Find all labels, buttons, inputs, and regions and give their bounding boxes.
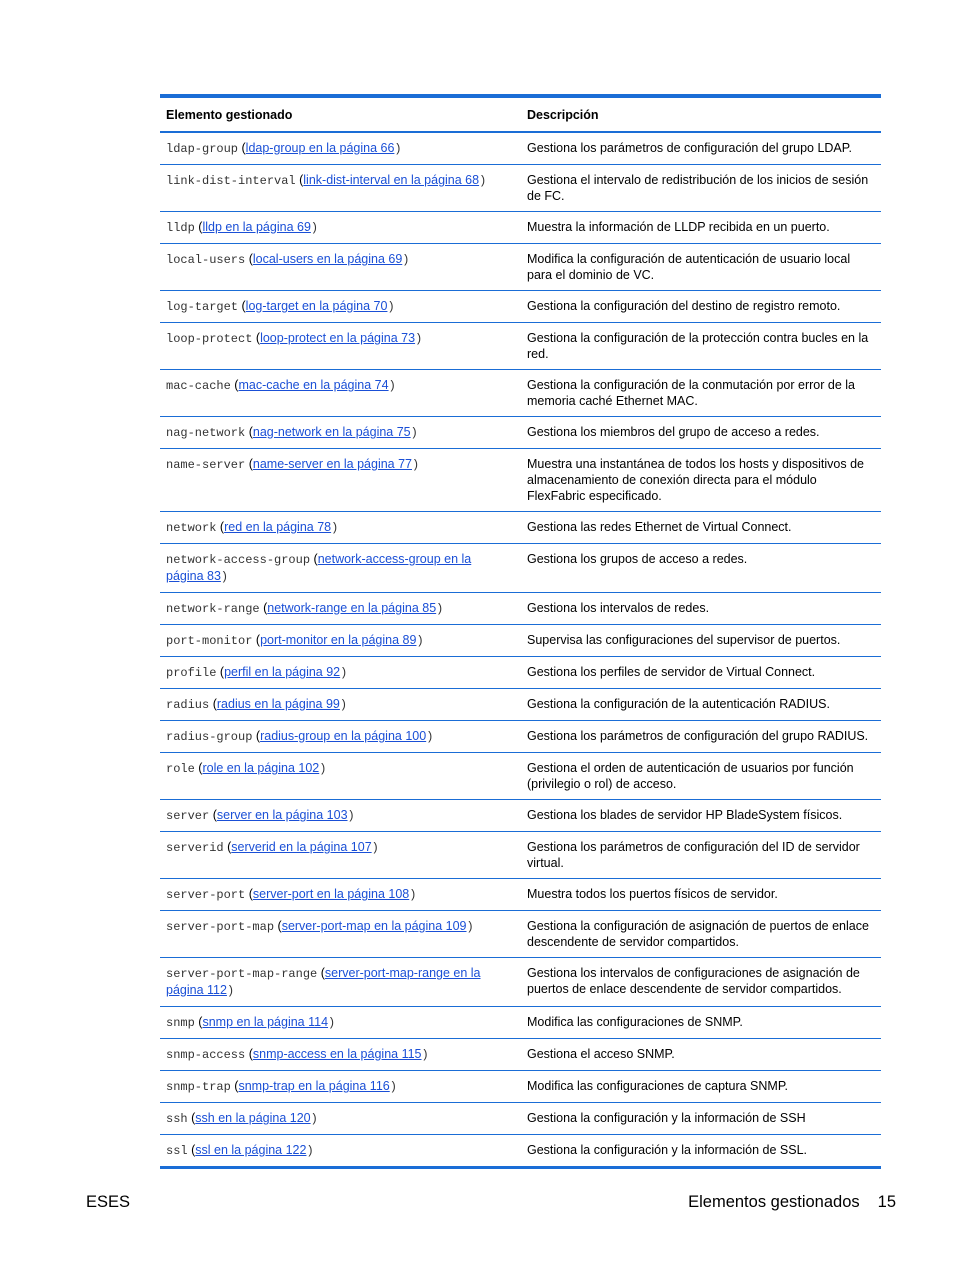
- page-reference-link[interactable]: lldp en la página 69: [202, 220, 311, 234]
- command-name: nag-network: [166, 426, 246, 440]
- element-cell: [160, 1007, 521, 1039]
- paren-close: ): [479, 174, 487, 188]
- paren-close: ): [466, 920, 474, 934]
- description-cell: Gestiona la configuración y la información de SSH: [521, 1103, 881, 1135]
- page-reference-link[interactable]: link-dist-interval en la página 68: [303, 173, 480, 187]
- description-cell: Gestiona la configuración de la protección contra bucles en la red.: [521, 323, 881, 370]
- page-reference-link[interactable]: loop-protect en la página 73: [260, 331, 416, 345]
- page-number: 15: [877, 1193, 896, 1211]
- page-reference-link[interactable]: snmp-trap en la página 116: [238, 1079, 390, 1093]
- table-row: [160, 721, 881, 753]
- description-cell: Gestiona el orden de autenticación de usuarios por función (privilegio o rol) de acceso.: [521, 753, 881, 800]
- command-name: server: [166, 809, 210, 823]
- command-name: snmp-trap: [166, 1080, 231, 1094]
- page-reference-link[interactable]: server en la página 103: [216, 808, 348, 822]
- paren-open: (: [212, 808, 217, 822]
- command-name: local-users: [166, 253, 246, 267]
- paren-close: ): [409, 888, 417, 902]
- element-cell: [160, 291, 521, 323]
- paren-close: ): [388, 379, 396, 393]
- command-name: log-target: [166, 300, 239, 314]
- page-reference-link[interactable]: log-target en la página 70: [245, 299, 388, 313]
- page-reference-link[interactable]: network-access-group en la página 83: [166, 552, 472, 583]
- command-name: profile: [166, 666, 217, 680]
- description-cell: Gestiona la configuración de asignación de puertos de enlace descendente de servidor compartidos.: [521, 911, 881, 958]
- paren-open: (: [212, 697, 217, 711]
- paren-open: (: [191, 1143, 196, 1157]
- command-name: role: [166, 762, 195, 776]
- command-name: lldp: [166, 221, 195, 235]
- element-cell: [160, 657, 521, 689]
- description-cell: Gestiona los intervalos de configuraciones de asignación de puertos de enlace descendente de servidor compartidos.: [521, 958, 881, 1007]
- paren-open: (: [320, 966, 325, 980]
- paren-close: ): [402, 253, 410, 267]
- element-cell: [160, 753, 521, 800]
- description-cell: Gestiona el intervalo de redistribución de los inicios de sesión de FC.: [521, 165, 881, 212]
- page-reference-link[interactable]: role en la página 102: [202, 761, 320, 775]
- element-cell: [160, 1071, 521, 1103]
- footer-section-title: Elementos gestionados: [688, 1193, 860, 1211]
- page-reference-link[interactable]: radius en la página 99: [216, 697, 340, 711]
- page-reference-link[interactable]: network-range en la página 85: [267, 601, 437, 615]
- command-name: server-port-map: [166, 920, 275, 934]
- paren-open: (: [241, 141, 246, 155]
- table-row: [160, 512, 881, 544]
- element-cell: [160, 132, 521, 165]
- element-cell: [160, 832, 521, 879]
- paren-open: (: [191, 1111, 196, 1125]
- command-name: server-port-map-range: [166, 967, 318, 981]
- paren-open: (: [263, 601, 268, 615]
- paren-close: ): [387, 300, 395, 314]
- element-cell: [160, 512, 521, 544]
- paren-open: (: [241, 299, 246, 313]
- paren-open: (: [219, 665, 225, 679]
- paren-open: (: [248, 887, 253, 901]
- paren-open: (: [299, 173, 304, 187]
- page-reference-link[interactable]: radius-group en la página 100: [260, 729, 427, 743]
- paren-close: ): [339, 698, 348, 712]
- paren-open: (: [234, 378, 239, 392]
- page-reference-link[interactable]: snmp en la página 114: [202, 1015, 329, 1029]
- description-cell: Gestiona los blades de servidor HP BladeSystem físicos.: [521, 800, 881, 832]
- footer-locale: ESES: [86, 1193, 131, 1211]
- paren-open: (: [198, 1015, 203, 1029]
- page-reference-link[interactable]: server-port-map-range en la página 112: [166, 966, 481, 997]
- command-name: server-port: [166, 888, 246, 902]
- paren-close: ): [389, 1080, 397, 1094]
- description-cell: Gestiona los grupos de acceso a redes.: [521, 544, 881, 593]
- element-cell: [160, 1039, 521, 1071]
- table-row: [160, 544, 881, 593]
- table-row: [160, 625, 881, 657]
- description-cell: Gestiona los perfiles de servidor de Virtual Connect.: [521, 657, 881, 689]
- table-row: [160, 1007, 881, 1039]
- command-name: ssl: [166, 1144, 188, 1158]
- page-reference-link[interactable]: server-port-map en la página 109: [281, 919, 467, 933]
- table-row: [160, 449, 881, 512]
- description-cell: Gestiona los intervalos de redes.: [521, 593, 881, 625]
- description-cell: Gestiona los parámetros de configuración del grupo LDAP.: [521, 132, 881, 165]
- table-row: [160, 291, 881, 323]
- description-cell: Gestiona los parámetros de configuración del ID de servidor virtual.: [521, 832, 881, 879]
- table-row: [160, 753, 881, 800]
- table-row: [160, 1039, 881, 1071]
- element-cell: [160, 1135, 521, 1167]
- paren-close: ): [415, 332, 423, 346]
- description-cell: Modifica la configuración de autenticación de usuario local para el dominio de VC.: [521, 244, 881, 291]
- element-cell: [160, 544, 521, 593]
- table-row: [160, 132, 881, 165]
- paren-open: (: [198, 761, 203, 775]
- paren-close: ): [416, 634, 424, 648]
- table-row: [160, 800, 881, 832]
- table-body: [160, 132, 881, 1166]
- paren-close: ): [426, 730, 434, 744]
- element-cell: [160, 212, 521, 244]
- command-name: network: [166, 521, 217, 535]
- paren-open: (: [198, 220, 203, 234]
- command-name: radius-group: [166, 730, 253, 744]
- paren-close: ): [310, 221, 319, 235]
- command-name: network-access-group: [166, 553, 311, 567]
- paren-close: ): [306, 1144, 314, 1158]
- description-cell: Modifica las configuraciones de captura SNMP.: [521, 1071, 881, 1103]
- paren-close: ): [412, 458, 420, 472]
- element-cell: [160, 911, 521, 958]
- command-name: mac-cache: [166, 379, 231, 393]
- paren-close: ): [310, 1112, 318, 1126]
- command-name: network-range: [166, 602, 260, 616]
- description-cell: Muestra todos los puertos físicos de servidor.: [521, 879, 881, 911]
- paren-open: (: [248, 1047, 253, 1061]
- paren-close: ): [226, 984, 235, 998]
- table-row: [160, 1135, 881, 1167]
- page-reference-link[interactable]: nag-network en la página 75: [252, 425, 411, 439]
- page-reference-link[interactable]: local-users en la página 69: [252, 252, 403, 266]
- page-reference-link[interactable]: ssl en la página 122: [195, 1143, 307, 1157]
- paren-open: (: [248, 425, 253, 439]
- paren-open: (: [255, 633, 261, 647]
- element-cell: [160, 879, 521, 911]
- table-row: [160, 657, 881, 689]
- element-cell: [160, 449, 521, 512]
- description-cell: Modifica las configuraciones de SNMP.: [521, 1007, 881, 1039]
- managed-elements-table-wrapper: [160, 94, 881, 1169]
- table-row: [160, 1103, 881, 1135]
- page-reference-link[interactable]: ldap-group en la página 66: [245, 141, 395, 155]
- description-cell: Gestiona la configuración del destino de registro remoto.: [521, 291, 881, 323]
- element-cell: [160, 593, 521, 625]
- paren-open: (: [227, 840, 232, 854]
- paren-close: ): [394, 142, 402, 156]
- description-cell: Muestra la información de LLDP recibida en un puerto.: [521, 212, 881, 244]
- description-cell: Supervisa las configuraciones del supervisor de puertos.: [521, 625, 881, 657]
- header-description: Descripción: [521, 98, 881, 132]
- paren-open: (: [255, 729, 261, 743]
- paren-open: (: [248, 252, 253, 266]
- element-cell: [160, 800, 521, 832]
- description-cell: Gestiona las redes Ethernet de Virtual Connect.: [521, 512, 881, 544]
- table-row: [160, 593, 881, 625]
- table-row: [160, 879, 881, 911]
- page-reference-link[interactable]: serverid en la página 107: [231, 840, 372, 854]
- page-reference-link[interactable]: server-port en la página 108: [252, 887, 410, 901]
- table-row: [160, 370, 881, 417]
- description-cell: Gestiona los parámetros de configuración del grupo RADIUS.: [521, 721, 881, 753]
- description-cell: Muestra una instantánea de todos los hosts y dispositivos de almacenamiento de conexión directa para el módulo FlexFabric especificado.: [521, 449, 881, 512]
- page-reference-link[interactable]: perfil en la página 92: [224, 665, 341, 679]
- managed-elements-table: [160, 98, 881, 1166]
- paren-open: (: [248, 457, 253, 471]
- page-reference-link[interactable]: name-server en la página 77: [252, 457, 412, 471]
- element-cell: [160, 1103, 521, 1135]
- page-reference-link[interactable]: ssh en la página 120: [195, 1111, 311, 1125]
- element-cell: [160, 165, 521, 212]
- page-reference-link[interactable]: snmp-access en la página 115: [252, 1047, 422, 1061]
- paren-close: ): [319, 762, 327, 776]
- description-cell: Gestiona la configuración de la conmutación por error de la memoria caché Ethernet MAC.: [521, 370, 881, 417]
- description-cell: Gestiona los miembros del grupo de acceso a redes.: [521, 417, 881, 449]
- table-row: [160, 911, 881, 958]
- command-name: loop-protect: [166, 332, 253, 346]
- command-name: link-dist-interval: [166, 174, 296, 188]
- page-reference-link[interactable]: red en la página 78: [224, 520, 332, 534]
- header-element: Elemento gestionado: [160, 98, 521, 132]
- page-reference-link[interactable]: mac-cache en la página 74: [238, 378, 389, 392]
- paren-open: (: [255, 331, 261, 345]
- paren-open: (: [219, 520, 225, 534]
- table-row: [160, 323, 881, 370]
- paren-close: ): [220, 570, 229, 584]
- element-cell: [160, 244, 521, 291]
- description-cell: Gestiona la configuración de la autenticación RADIUS.: [521, 689, 881, 721]
- table-header-row: [160, 98, 881, 132]
- table-row: [160, 1071, 881, 1103]
- paren-close: ): [371, 841, 379, 855]
- description-cell: Gestiona el acceso SNMP.: [521, 1039, 881, 1071]
- element-cell: [160, 370, 521, 417]
- description-cell: Gestiona la configuración y la información de SSL.: [527, 1143, 808, 1157]
- command-name: snmp-access: [166, 1048, 246, 1062]
- paren-close: ): [410, 426, 418, 440]
- table-row: [160, 958, 881, 1007]
- element-cell: [160, 625, 521, 657]
- footer-right: [688, 1192, 896, 1212]
- table-row: [160, 165, 881, 212]
- element-cell: [160, 689, 521, 721]
- table-row: [160, 689, 881, 721]
- paren-open: (: [313, 552, 318, 566]
- command-name: name-server: [166, 458, 246, 472]
- element-cell: [160, 958, 521, 1007]
- paren-close: ): [436, 602, 444, 616]
- paren-close: ): [421, 1048, 429, 1062]
- element-cell: [160, 721, 521, 753]
- command-name: port-monitor: [166, 634, 253, 648]
- paren-open: (: [277, 919, 282, 933]
- paren-close: ): [331, 521, 339, 535]
- command-name: ssh: [166, 1112, 188, 1126]
- command-name: radius: [166, 698, 210, 712]
- command-name: snmp: [166, 1016, 195, 1030]
- element-cell: [160, 323, 521, 370]
- element-cell: [160, 417, 521, 449]
- table-row: [160, 244, 881, 291]
- paren-close: ): [328, 1016, 336, 1030]
- table-row: [160, 212, 881, 244]
- command-name: serverid: [166, 841, 224, 855]
- table-row: [160, 832, 881, 879]
- paren-close: ): [340, 666, 348, 680]
- command-name: ldap-group: [166, 142, 239, 156]
- paren-close: ): [347, 809, 355, 823]
- paren-open: (: [234, 1079, 239, 1093]
- table-row: [160, 417, 881, 449]
- page-reference-link[interactable]: port-monitor en la página 89: [260, 633, 417, 647]
